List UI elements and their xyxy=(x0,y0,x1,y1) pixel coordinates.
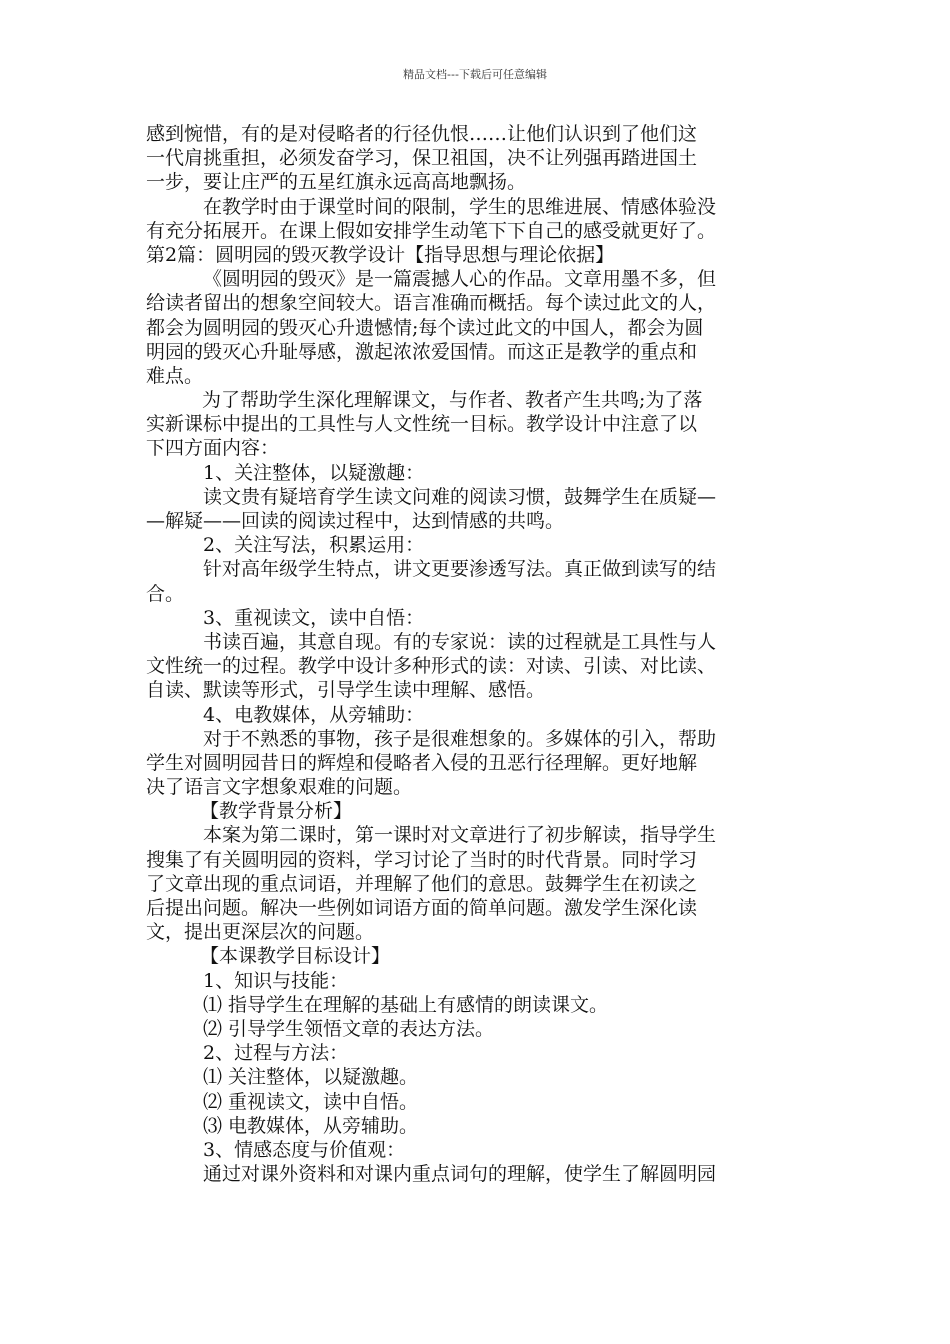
text-line: 明园的毁灭心升耻辱感，激起浓浓爱国情。而这正是教学的重点和 xyxy=(146,340,698,363)
text-line: 搜集了有关圆明园的资料，学习讨论了当时的时代背景。同时学习 xyxy=(146,848,698,871)
text-line: 2、关注写法，积累运用： xyxy=(203,534,425,557)
text-line: 下四方面内容： xyxy=(146,437,280,460)
text-line: 都会为圆明园的毁灭心升遗憾情;每个读过此文的中国人，都会为圆 xyxy=(146,316,704,339)
text-line: 文性统一的过程。教学中设计多种形式的读：对读、引读、对比读、 xyxy=(146,655,717,678)
page-header: 精品文档---下载后可任意编辑 xyxy=(403,68,547,81)
text-line: —解疑——回读的阅读过程中，达到情感的共鸣。 xyxy=(146,510,565,532)
text-line: ⑵ 引导学生领悟文章的表达方法。 xyxy=(203,1017,495,1040)
document-body xyxy=(146,122,810,1186)
text-line: 读文贵有疑培育学生读文问难的阅读习惯，鼓舞学生在质疑— xyxy=(203,485,717,508)
text-line: 通过对课外资料和对课内重点词句的理解，使学生了解圆明园 xyxy=(203,1163,717,1186)
text-line: 《圆明园的毁灭》是一篇震撼人心的作品。文章用墨不多，但 xyxy=(203,268,717,291)
text-line: 【本课教学目标设计】 xyxy=(200,945,391,968)
text-line: 自读、默读等形式，引导学生读中理解、感悟。 xyxy=(146,679,546,702)
text-line: 1、关注整体，以疑激趣： xyxy=(203,461,425,484)
text-line: 【教学背景分析】 xyxy=(200,800,353,823)
text-line: 3、重视读文，读中自悟： xyxy=(203,606,425,629)
text-line: 学生对圆明园昔日的辉煌和侵略者入侵的丑恶行径理解。更好地解 xyxy=(146,751,698,774)
text-line: 针对高年级学生特点，讲文更要渗透写法。真正做到读写的结 xyxy=(203,558,717,581)
text-line: 文，提出更深层次的问题。 xyxy=(146,921,375,944)
text-line: 为了帮助学生深化理解课文，与作者、教者产生共鸣;为了落 xyxy=(202,389,703,412)
text-line: 1、知识与技能： xyxy=(203,969,349,992)
text-line: 给读者留出的想象空间较大。语言准确而概括。每个读过此文的人， xyxy=(146,292,717,315)
text-line: 后提出问题。解决一些例如词语方面的简单问题。激发学生深化读 xyxy=(146,897,698,919)
text-line: ⑴ 关注整体，以疑激趣。 xyxy=(203,1066,419,1089)
text-line: ⑵ 重视读文，读中自悟。 xyxy=(203,1090,419,1113)
text-line: ⑶ 电教媒体，从旁辅助。 xyxy=(203,1114,419,1137)
text-line: 了文章出现的重点词语，并理解了他们的意思。鼓舞学生在初读之 xyxy=(146,872,698,895)
text-line: 在教学时由于课堂时间的限制，学生的思维进展、情感体验没 xyxy=(203,195,717,218)
text-line: 2、过程与方法： xyxy=(203,1042,349,1065)
text-line: ⑴ 指导学生在理解的基础上有感情的朗读课文。 xyxy=(203,993,609,1016)
text-line: 对于不熟悉的事物，孩子是很难想象的。多媒体的引入，帮助 xyxy=(203,727,717,750)
text-line: 一步，要让庄严的五星红旗永远高高地飘扬。 xyxy=(146,171,527,194)
text-line: 第2篇：圆明园的毁灭教学设计【指导思想与理论依据】 xyxy=(146,243,615,266)
text-line: 本案为第二课时，第一课时对文章进行了初步解读，指导学生 xyxy=(203,824,717,847)
text-line: 难点。 xyxy=(146,364,204,387)
text-line: 有充分拓展开。在课上假如安排学生动笔下下自己的感受就更好了。 xyxy=(146,219,717,242)
text-line: 书读百遍，其意自现。有的专家说：读的过程就是工具性与人 xyxy=(203,630,717,653)
text-line: 感到惋惜，有的是对侵略者的行径仇恨……让他们认识到了他们这 xyxy=(146,123,698,145)
text-line: 合。 xyxy=(146,582,185,605)
text-line: 实新课标中提出的工具性与人文性统一目标。教学设计中注意了以 xyxy=(146,413,698,436)
text-line: 4、电教媒体，从旁辅助： xyxy=(203,703,425,726)
text-line: 一代肩挑重担，必须发奋学习，保卫祖国，决不让列强再踏进国土 xyxy=(146,147,698,170)
text-line: 3、情感态度与价值观： xyxy=(203,1138,406,1161)
text-line: 决了语言文字想象艰难的问题。 xyxy=(146,776,413,799)
